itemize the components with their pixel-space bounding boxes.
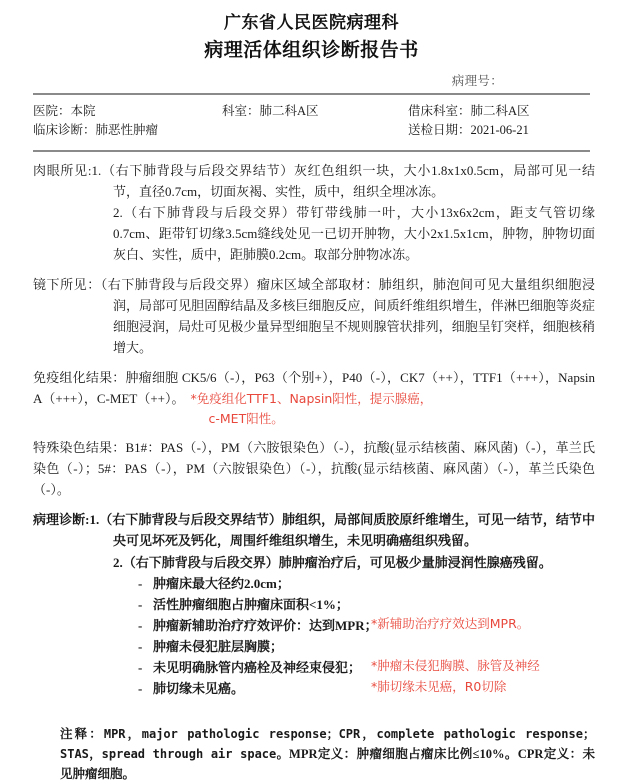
- microscopic-findings-text: （右下肺背段与后段交界）瘤床区域全部取材：肺组织，肺泡间可见大量组织细胞浸润，局部可见胆固醇结晶及多核巨细胞反应，间质纤维组织增生，伴淋巴细胞等炎症细胞浸润，局灶可见极少量异型细胞呈不规则腺管状排列，细胞呈钉突样，细胞核稍增大。: [100, 277, 595, 356]
- report-title: 病理活体组织诊断报告书: [204, 40, 419, 62]
- bullet-text: 活性肿瘤细胞占肿瘤床面积<1%；: [153, 596, 349, 612]
- bullet-text: 肺切缘未见癌。: [153, 680, 245, 696]
- bullet-dash: -: [138, 659, 143, 675]
- gross-findings-item-1: [33, 160, 595, 202]
- bullet-dash: -: [138, 596, 143, 612]
- immunohistochemistry-section: [0, 367, 623, 428]
- special-stains-text: B1#：PAS（-），PM（六胺银染色）（-），抗酸(显示结核菌、麻风菌)（-），革兰氏染色（-）；5#：PAS（-），PM（六胺银染色）（-），抗酸(显示结核菌、麻风菌）（-），革兰氏染色（-）。: [33, 440, 595, 498]
- immunohistochemistry-annotation-line-2: c-MET阳性。: [208, 410, 284, 426]
- footnote-section: [0, 708, 623, 784]
- bullet-text: 未见明确脉管内癌栓及神经束侵犯；: [153, 659, 362, 675]
- footnote-chinese-text: MPR定义：肿瘤细胞占瘤床比例≤10%。CPR定义：未见肿瘤细胞。: [60, 746, 596, 781]
- bullet-annotation: *新辅助治疗疗效达到MPR。: [371, 615, 530, 631]
- bullet-text: 肿瘤床最大径约2.0cm；: [153, 575, 290, 591]
- microscopic-findings-label: 镜下所见：: [33, 277, 101, 293]
- bullet-dash: -: [138, 575, 143, 591]
- info-row-2: [0, 121, 623, 140]
- list-item: [138, 678, 595, 699]
- special-stains-label: 特殊染色结果：: [33, 440, 126, 456]
- borrowed-bed-field: 借床科室：肺二科A区: [408, 104, 530, 118]
- list-item: [138, 615, 595, 636]
- bullet-annotation: *肺切缘未见癌，R0切除: [371, 678, 507, 694]
- clinical-diagnosis-field: 临床诊断：肺恶性肿瘤: [33, 123, 159, 137]
- list-item: [138, 594, 595, 615]
- list-item: [138, 573, 595, 594]
- diagnosis-item-1: [33, 509, 595, 551]
- pathology-number-label: 病理号：: [451, 74, 503, 88]
- department-field: 科室：肺二科A区: [222, 104, 319, 118]
- bullet-annotation: *肿瘤未侵犯胸膜、脉管及神经: [371, 657, 540, 673]
- gross-findings-item-2: 2.（右下肺背段与后段交界）带钉带线肺一叶，大小13x6x2cm，距支气管切缘0.7cm、距带钉切缘3.5cm缝线处见一已切开肿物，大小2x1.5x1cm，肿物，肿物切面灰白、实性，质中，距肺膜0.2cm。取部分肿物冰冻。: [113, 205, 595, 263]
- diagnosis-text-1: 1.（右下肺背段与后段交界结节）肺组织，局部间质胶原纤维增生，可见一结节，结节中央可见坏死及钙化，周围纤维组织增生，未见明确癌组织残留。: [89, 512, 595, 549]
- bullet-dash: -: [138, 680, 143, 696]
- footnote-english-text: MPR，major pathologic response；CPR，complete pathologic response；STAS，spread through air space。: [60, 726, 595, 761]
- diagnosis-label: 病理诊断:: [33, 512, 90, 528]
- footnote-label: 注释：: [60, 726, 104, 741]
- bullet-text: 肿瘤新辅助治疗疗效评价：达到MPR；: [153, 617, 378, 633]
- report-body: [0, 152, 623, 784]
- gross-findings-section: [0, 160, 623, 265]
- microscopic-findings-section: [0, 274, 623, 358]
- diagnosis-bullet-list: [33, 573, 595, 699]
- list-item: [138, 657, 595, 678]
- diagnosis-item-2: 2.（右下肺背段与后段交界）肺肿瘤治疗后，可见极少量肺浸润性腺癌残留。: [113, 554, 552, 570]
- hospital-title: 广东省人民医院病理科: [224, 13, 399, 32]
- immunohistochemistry-text: 肿瘤细胞 CK5/6（-），P63（个别+），P40（-），CK7（++），TTF1（+++），Napsin A（+++），C-MET（++）。: [33, 370, 595, 407]
- hospital-field: 医院：本院: [33, 104, 96, 118]
- bullet-dash: -: [138, 617, 143, 633]
- bullet-dash: -: [138, 638, 143, 654]
- immunohistochemistry-label: 免疫组化结果：: [33, 370, 126, 386]
- list-item: [138, 636, 595, 657]
- pathology-diagnosis-section: [0, 509, 623, 698]
- gross-findings-label: 肉眼所见:: [33, 163, 92, 178]
- immunohistochemistry-annotation: [191, 388, 459, 428]
- patient-info-block: [0, 95, 623, 144]
- gross-findings-text-1: 1.（右下肺背段与后段交界结节）灰红色组织一块，大小1.8x1x0.5cm，局部可见一结节，直径0.7cm，切面灰褐、实性，质中，组织全埋冰冻。: [91, 163, 595, 200]
- microscopic-findings-line: [33, 274, 595, 358]
- special-stains-section: [0, 437, 623, 500]
- submission-date-field: 送检日期：2021-06-21: [408, 123, 529, 137]
- immunohistochemistry-annotation-line-1: *免疫组化TTF1、Napsin阳性，提示腺癌，: [190, 391, 433, 407]
- bullet-text: 肿瘤未侵犯脏层胸膜；: [153, 638, 284, 654]
- info-row-1: [0, 102, 623, 121]
